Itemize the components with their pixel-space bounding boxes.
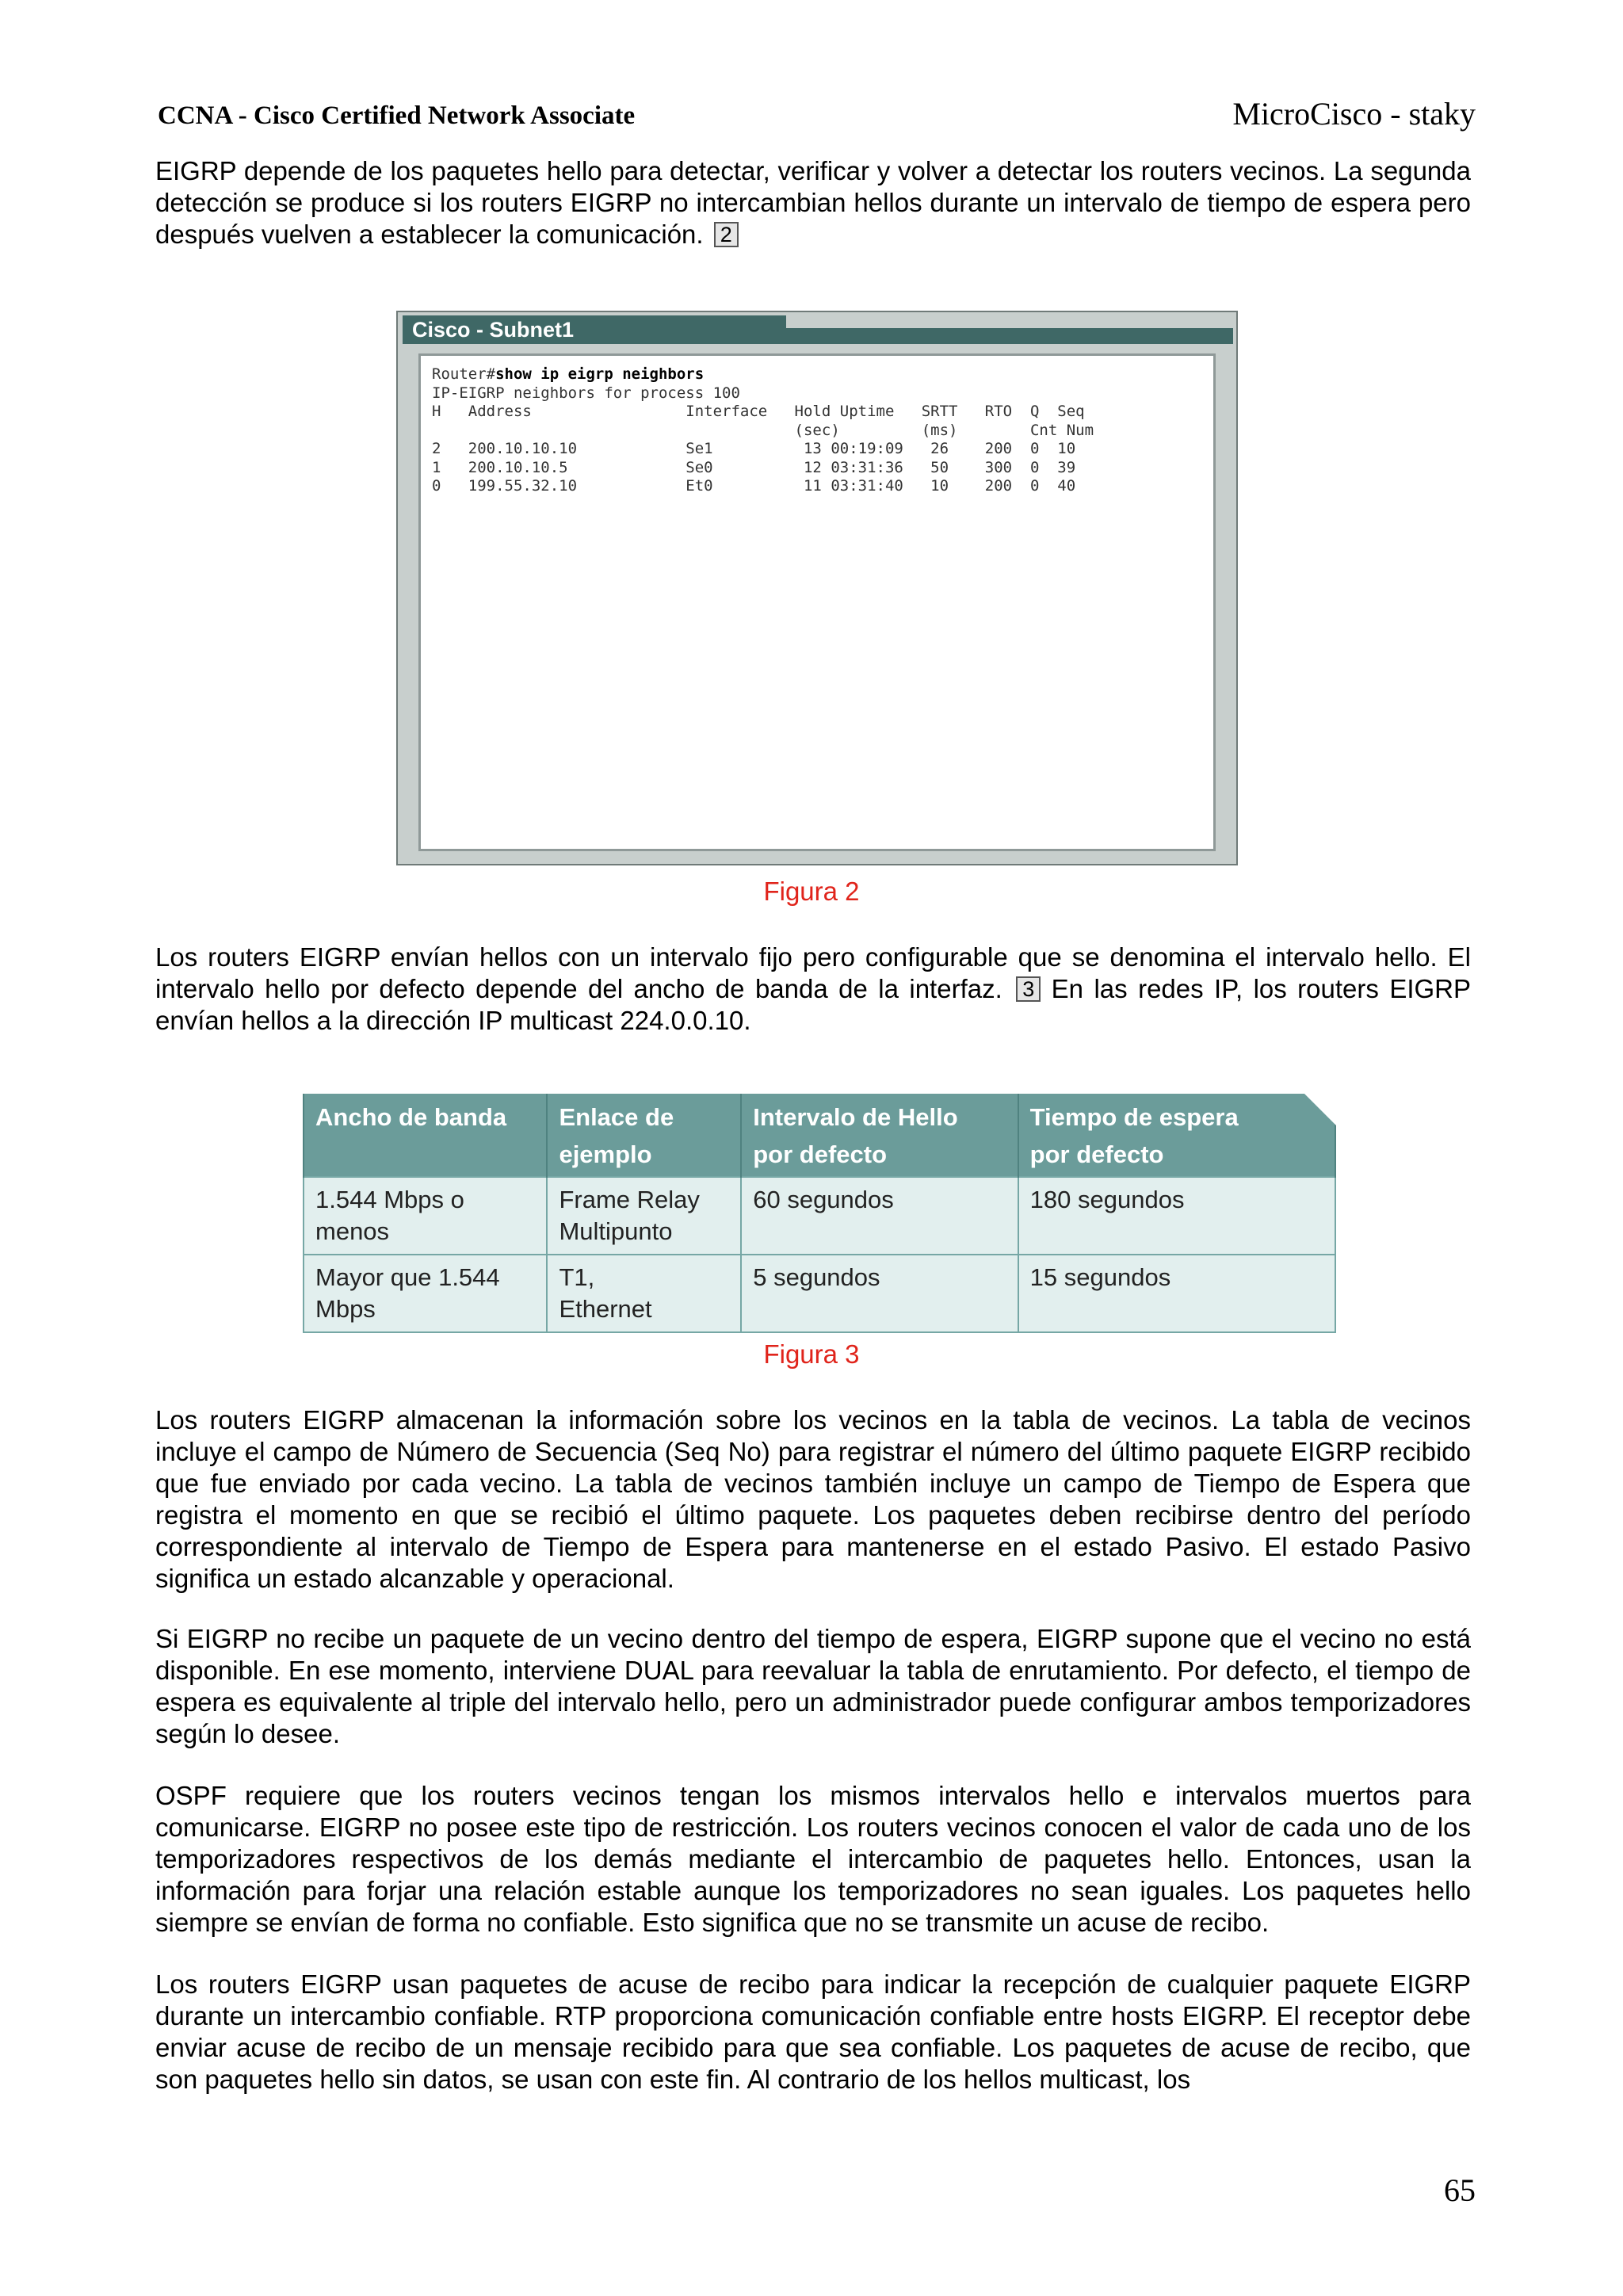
terminal-line: 0 199.55.32.10 Et0 11 03:31:40 10 200 0 40 xyxy=(432,477,1076,495)
figure-2-link[interactable]: 2 xyxy=(714,222,739,247)
figure-2-caption: Figura 2 xyxy=(763,877,860,906)
page-number: 65 xyxy=(1444,2172,1476,2208)
paragraph-2 xyxy=(155,942,1471,1037)
terminal-line: 2 200.10.10.10 Se1 13 00:19:09 26 200 0 10 xyxy=(432,440,1076,457)
terminal-line: H Address Interface Hold Uptime SRTT RTO Q Seq xyxy=(432,403,1085,420)
table-row xyxy=(304,1177,1335,1255)
table-cell: 5 segundos xyxy=(741,1255,1018,1332)
header-author: MicroCisco - staky xyxy=(1232,96,1476,132)
figure-3-caption: Figura 3 xyxy=(763,1339,860,1369)
terminal-output xyxy=(432,365,1094,496)
table-cell: 180 segundos xyxy=(1018,1177,1335,1255)
paragraph-3: Los routers EIGRP almacenan la información sobre los vecinos en la tabla de vecinos. La tabla de vecinos incluye el campo de Número de Secuencia (Seq No) para registrar el número del último paquete EIGRP recibido que fue enviado por cada vecino. La tabla de vecinos también incluye un campo de Tiempo de Espera que registra el momento en que se recibió el último paquete. Los paquetes deben recibirse dentro del período correspondiente al intervalo de Tiempo de Espera para mantenerse en el estado Pasivo. El estado Pasivo significa un estado alcanzable y operacional. xyxy=(155,1405,1471,1593)
paragraph-5: OSPF requiere que los routers vecinos tengan los mismos intervalos hello e intervalos muertos para comunicarse. EIGRP no posee este tipo de restricción. Los routers vecinos conocen el valor de cada uno de los temporizadores respectivos de los demás mediante el intercambio de paquetes hello. Entonces, usan la información para forjar una relación estable aunque los temporizadores no sean iguales. Los paquetes hello siempre se envían de forma no confiable. Esto significa que no se transmite un acuse de recibo. xyxy=(155,1781,1471,1937)
terminal-title-bar xyxy=(781,328,1233,344)
table-cell: 15 segundos xyxy=(1018,1255,1335,1332)
paragraph-6: Los routers EIGRP usan paquetes de acuse de recibo para indicar la recepción de cualquier paquete EIGRP durante un intercambio confiable. RTP proporciona comunicación confiable entre hosts EIGRP. El receptor debe enviar acuse de recibo de un mensaje recibido para que sea confiable. Los paquetes de acuse de recibo, que son paquetes hello sin datos, se usan con este fin. Al contrario de los hellos multicast, los xyxy=(155,1969,1471,2094)
terminal-command: show ip eigrp neighbors xyxy=(495,365,705,383)
paragraph-1-text: EIGRP depende de los paquetes hello para detectar, verificar y volver a detectar los routers vecinos. La segunda detección se produce si los routers EIGRP no intercambian hellos durante un intervalo de tiempo de espera pero después vuelven a establecer la comunicación. xyxy=(155,156,1471,249)
terminal-screen xyxy=(418,353,1216,851)
hello-interval-table xyxy=(303,1094,1336,1333)
table-row xyxy=(304,1255,1335,1332)
column-header: Ancho de banda xyxy=(304,1094,547,1177)
column-header: Tiempo de espera por defecto xyxy=(1018,1094,1335,1177)
figure-3-link[interactable]: 3 xyxy=(1016,976,1041,1002)
table-cell: Mayor que 1.544 Mbps xyxy=(304,1255,547,1332)
column-header: Enlace de ejemplo xyxy=(547,1094,741,1177)
table-header-row xyxy=(304,1094,1335,1177)
table-cell: 60 segundos xyxy=(741,1177,1018,1255)
paragraph-1 xyxy=(155,155,1471,250)
paragraph-4: Si EIGRP no recibe un paquete de un vecino dentro del tiempo de espera, EIGRP supone que el vecino no está disponible. En ese momento, interviene DUAL para reevaluar la tabla de enrutamiento. Por defecto, el tiempo de espera es equivalente al triple del intervalo hello, pero un administrador puede configurar ambos temporizadores según lo desee. xyxy=(155,1624,1471,1748)
terminal-prompt: Router# xyxy=(432,365,496,383)
terminal-line: (sec) (ms) Cnt Num xyxy=(432,421,1094,439)
table-cell: 1.544 Mbps o menos xyxy=(304,1177,547,1255)
terminal-window xyxy=(396,311,1238,865)
terminal-line: 1 200.10.10.5 Se0 12 03:31:36 50 300 0 39 xyxy=(432,458,1076,476)
table-corner-fold xyxy=(1304,1094,1338,1127)
table-cell: T1, Ethernet xyxy=(547,1255,741,1332)
terminal-line: IP-EIGRP neighbors for process 100 xyxy=(432,384,740,402)
paragraph-2-text: Los routers EIGRP envían hellos con un intervalo fijo pero configurable que se denomina el intervalo hello. El intervalo hello por defecto depende del ancho de banda de la interfaz. xyxy=(155,942,1471,1003)
header-title: CCNA - Cisco Certified Network Associate xyxy=(158,101,636,130)
paragraph-2-text-cont: En las redes IP, los routers EIGRP envían hellos a la dirección IP multicast 224.0.0.10. xyxy=(155,974,1472,1035)
terminal-title: Cisco - Subnet1 xyxy=(403,315,786,344)
column-header: Intervalo de Hello por defecto xyxy=(741,1094,1018,1177)
table-cell: Frame Relay Multipunto xyxy=(547,1177,741,1255)
